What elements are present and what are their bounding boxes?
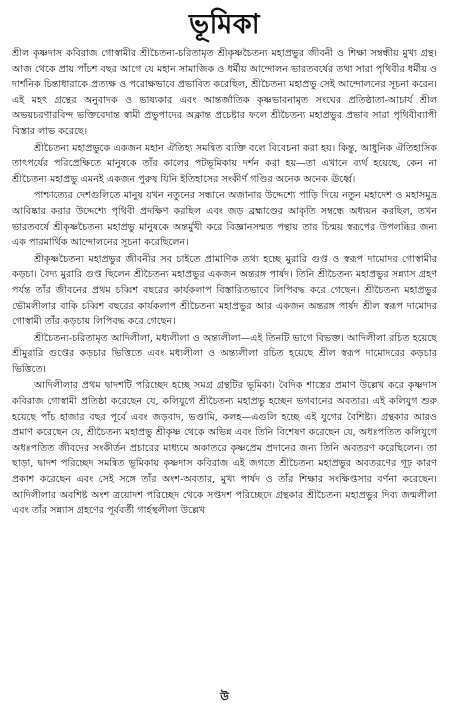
paragraph-3: পাশ্চাত্যের দেশগুলিতে মানুষ যখন নতুনের সন্ধানে অজানার উদ্দেশ্যে পাড়ি দিয়ে নতুন মহাদেশ ও মহাসমুদ্র আবিষ্কার করার উদ্দেশ্যে পৃথিবী প্রদক্ষিণ করছিল এবং জড় ব্রহ্মাণ্ডের আকৃতি সম্বন্ধে অধ্যয়ন করছিল, তখন ভারতবর্ষে শ্রীকৃষ্ণচৈতন্য মহাপ্রভু মানুষকে অন্তর্মুখী করে বিজ্ঞানসম্মত পন্থায় তার চিন্ময় স্বরূপের উপলব্ধির জন্য এক পারমার্থিক আন্দোলনের সূচনা করেছিলেন। xyxy=(12,190,437,249)
paragraph-6: আদিলীলার প্রথম দ্বাদশটি পরিচ্ছেদ হচ্ছে সমগ্র গ্রন্থটির ভূমিকা। বৈদিক শাস্ত্রের প্রমাণ উল্লেখ করে কৃষ্ণদাস কবিরাজ গোস্বামী প্রতিষ্ঠা করেছেন যে, কলিযুগে শ্রীচৈতন্য মহাপ্রভু হচ্ছেন ভগবানের অবতার। এই কলিযুগ শুরু হয়েছে পাঁচ হাজার বছর পূর্বে এবং জড়বাদ, ভণ্ডামি, কলহ—এগুলি হচ্ছে এই যুগের বৈশিষ্ট্য। গ্রন্থকার আরও প্রমাণ করেছেন যে, শ্রীচৈতন্য মহাপ্রভু শ্রীকৃষ্ণ থেকে অভিন্ন এবং তিনি বিশেষণ করেছেন যে, অধঃপতিত কলিযুগে অধঃপতিত জীবদের সংকীর্তন প্রচারের মাধ্যমে অকাতরে কৃষ্ণপ্রেম প্রদানের জন্য তিনি অবতরণ করেছিলেন। তা ছাড়া, দ্বাদশ পরিচ্ছেদ সমন্বিত ভূমিকায় কৃষ্ণদাস কবিরাজ এই জগতে শ্রীচৈতন্য মহাপ্রভুর অবতরণের গূঢ় কারণ প্রকাশ করেছেন এবং সেই সঙ্গে তাঁর অংশ-অবতার, মুখ্য পার্ষদ ও তাঁর শিক্ষার সংক্ষিপ্তসার বর্ণনা করেছেন। আদিলীলার অবশিষ্ট অংশ ত্রয়োদশ পরিচ্ছেদ থেকে সপ্তদশ পরিচ্ছেদে গ্রন্থকার শ্রীচৈতন্য মহাপ্রভুর দিব্য জন্মলীলা এবং তাঁর সন্ন্যাস গ্রহণের পূর্ববর্তী গার্হস্থলীলা উল্লেখ xyxy=(12,380,437,517)
body-text xyxy=(12,46,437,519)
paragraph-4: শ্রীকৃষ্ণচৈতন্য মহাপ্রভুর জীবনীর সব চাইতে প্রামাণিক তথ্য হচ্ছে মুরারি গুপ্ত ও স্বরূপ দামোদর গোস্বামীর কড়চা। বৈদ্য মুরারি গুপ্ত ছিলেন শ্রীচৈতন্য মহাপ্রভুর একজন অন্তরঙ্গ পার্ষদ। তিনি শ্রীচৈতন্য মহাপ্রভুর সন্ন্যাস গ্রহণ পর্যন্ত তাঁর জীবনের প্রথম চব্বিশ বছরের কার্যকলাপ বিস্তারিতভাবে লিপিবদ্ধ করে গেছেন। শ্রীচৈতন্য মহাপ্রভুর ভৌমলীলার বাকি চব্বিশ বছরের কার্যকলাপ শ্রীচৈতন্য মহাপ্রভুর আর একজন অন্তরঙ্গ পার্ষদ শ্রীল স্বরূপ দামোদর গোস্বামী তাঁর কড়চায় লিপিবদ্ধ করে গেছেন। xyxy=(12,253,437,328)
paragraph-2: শ্রীচৈতন্য মহাপ্রভুকে একজন মহান ঐতিহ্য সমন্বিত ব্যক্তি বলে বিবেচনা করা হয়। কিন্তু, আধুনিক ঐতিহাসিক তাৎপর্যের পরিপ্রেক্ষিতে মানুষকে তাঁর কালের পটভূমিকায় দর্শন করা হয়—তা এখানে ব্যর্থ হয়েছে, কেন না শ্রীচৈতন্য মহাপ্রভু এমনই একজন পুরুষ যিনি ইতিহাসের সংকীর্ণ গণ্ডির অনেক অনেক ঊর্ধ্বে। xyxy=(12,142,437,185)
page-folio: উ xyxy=(220,690,229,703)
paragraph-1: শ্রীল কৃষ্ণদাস কবিরাজ গোস্বামীর শ্রীচৈতন্য-চরিতামৃত শ্রীকৃষ্ণচৈতন্য মহাপ্রভুর জীবনী ও শিক্ষা সম্বন্ধীয় মুখ্য গ্রন্থ। আজ থেকে প্রায় পাঁচশ বছর আগে যে মহান সামাজিক ও ধর্মীয় আন্দোলন ভারতবর্ষের তথা সারা পৃথিবীর ধর্মীয় ও দার্শনিক চিন্তাধারাকে প্রত্যক্ষ ও পরোক্ষভাবে প্রভাবিত করেছিল, শ্রীচৈতন্য মহাপ্রভু সেই আন্দোলনের সূচনা করেন। এই মহৎ গ্রন্থের অনুবাদক ও ভাষ্যকার এবং আন্তর্জাতিক কৃষ্ণভাবনামৃত সংঘের প্রতিষ্ঠাতা-আচার্য শ্রীল অভয়চরণারবিন্দ ভক্তিবেদান্ত স্বামী প্রভুপাদের অক্লান্ত প্রচেষ্টার ফলে শ্রীচৈতন্য মহাপ্রভুর প্রভাব সারা পৃথিবীব্যাপী বিস্তার লাভ করেছে। xyxy=(12,48,437,137)
page-title: ভূমিকা xyxy=(188,9,261,40)
paragraph-5: শ্রীচৈতন্য-চরিতামৃত আদিলীলা, মধ্যলীলা ও অন্ত্যলীলা—এই তিনটি ভাগে বিভক্ত। আদিলীলা রচিত হয়েছে শ্রীমুরারি গুপ্তের কড়চার ভিত্তিতে এবং মধ্যলীলা ও অন্ত্যলীলা রচিত হয়েছে শ্রীল স্বরূপ দামোদরের কড়চার ভিত্তিতে। xyxy=(12,332,437,375)
